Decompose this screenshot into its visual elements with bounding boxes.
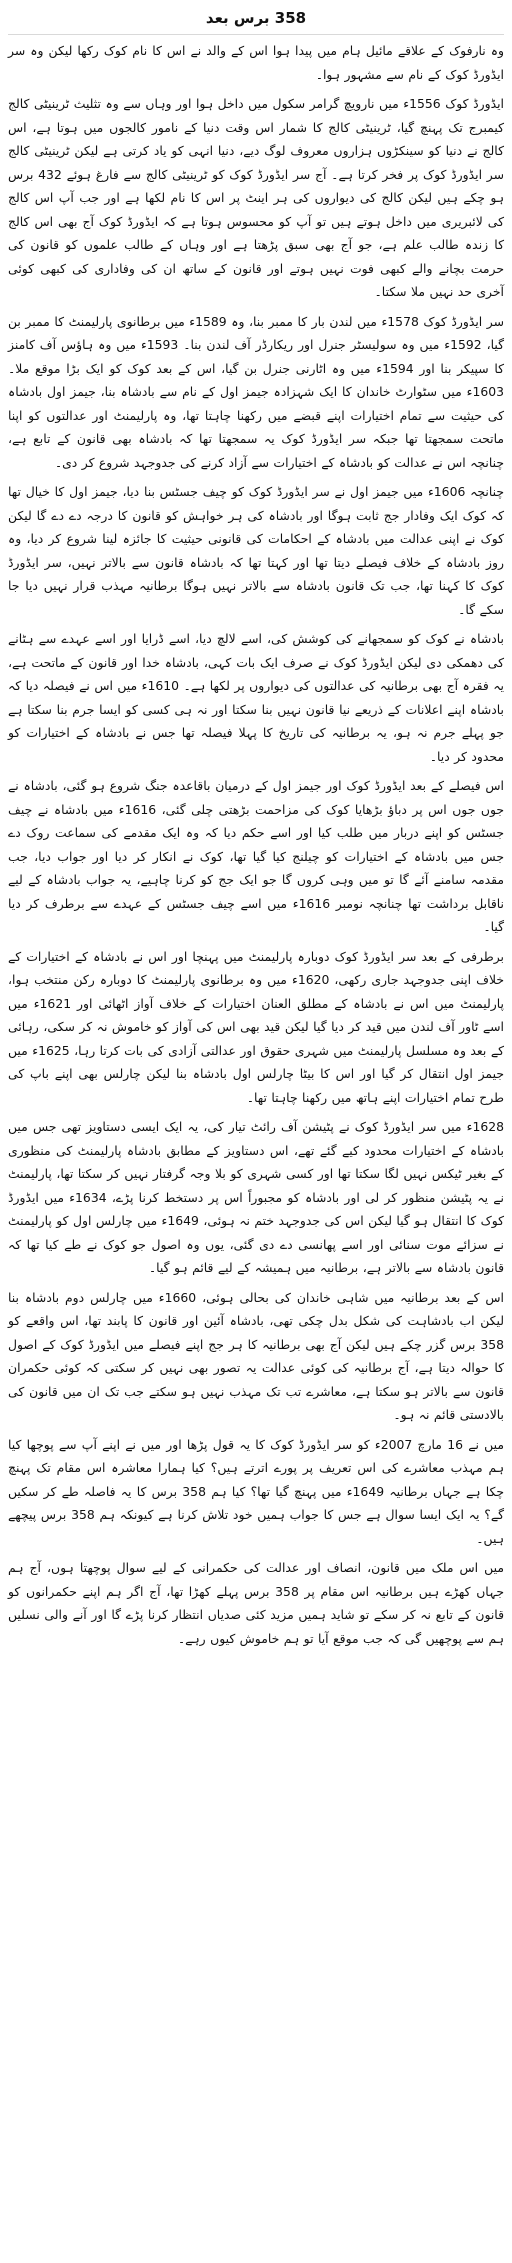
- article-paragraph: بادشاہ نے کوک کو سمجھانے کی کوشش کی، اسے لالچ دیا، اسے ڈرایا اور اسے عہدے سے ہٹانے کی دھمکی دی لیکن ایڈورڈ کوک نے صرف ایک بات کہی، بادشاہ خدا اور قانون کے ماتحت ہے، یہ فقرہ آج بھی برطانیہ کی عدالتوں کی دیواروں پر لکھا ہے۔ 1610ء میں اس نے فیصلہ دیا کہ بادشاہ اپنے اعلانات کے ذریعے نیا قانون نہیں بنا سکتا اور نہ ہی کسی کو ایسا جرم بنا سکتا ہے جو پہلے جرم نہ ہو، یہ برطانیہ کی تاریخ کا پہلا فیصلہ تھا جس نے بادشاہ کے اختیارات کو محدود کر دیا۔: [8, 631, 504, 764]
- article-paragraph: وہ نارفوک کے علاقے مائیل ہام میں پیدا ہوا اس کے والد نے اس کا نام کوک رکھا لیکن وہ سر ایڈورڈ کوک کے نام سے مشہور ہوا۔: [8, 43, 504, 82]
- article-paragraph: اس کے بعد برطانیہ میں شاہی خاندان کی بحالی ہوئی، 1660ء میں چارلس دوم بادشاہ بنا لیکن اب بادشاہت کی شکل بدل چکی تھی، بادشاہ آئین اور قانون کا پابند تھا، اس واقعے کو 358 برس گزر چکے ہیں لیکن آج بھی برطانیہ کا ہر جج اپنے فیصلے میں ایڈورڈ کوک کے اصول کا حوالہ دیتا ہے، آج برطانیہ کی کوئی عدالت یہ تصور بھی نہیں کر سکتی کہ کوئی حکمران قانون سے بالاتر ہو سکتا ہے، معاشرے تب تک مہذب نہیں ہو سکتے جب تک ان میں قانون کی بالادستی قائم نہ ہو۔: [8, 1289, 504, 1422]
- article-paragraph: اس فیصلے کے بعد ایڈورڈ کوک اور جیمز اول کے درمیان باقاعدہ جنگ شروع ہو گئی، بادشاہ نے جوں جوں اس پر دباؤ بڑھایا کوک کی مزاحمت بڑھتی چلی گئی، 1616ء میں بادشاہ نے چیف جسٹس کو اپنے دربار میں طلب کیا اور اسے حکم دیا کہ وہ ایک مقدمے کی سماعت روک دے جس میں بادشاہ کے اختیارات کو چیلنج کیا گیا تھا، کوک نے انکار کر دیا اور جواب دیا، جب مقدمہ سامنے آئے گا تو میں وہی کروں گا جو ایک جج کو کرنا چاہیے، یہ جواب بادشاہ کے لیے ناقابل برداشت تھا چنانچہ نومبر 1616ء میں اسے چیف جسٹس کے عہدے سے برطرف کر دیا گیا۔: [8, 778, 504, 934]
- article-paragraph: 1628ء میں سر ایڈورڈ کوک نے پٹیشن آف رائٹ تیار کی، یہ ایک ایسی دستاویز تھی جس میں بادشاہ کے اختیارات محدود کیے گئے تھے، اس دستاویز کے مطابق بادشاہ پارلیمنٹ کی منظوری کے بغیر ٹیکس نہیں لگا سکتا تھا اور کسی شہری کو بلا وجہ گرفتار نہیں کر سکتا تھا، پارلیمنٹ نے یہ پٹیشن منظور کر لی اور بادشاہ کو مجبوراً اس پر دستخط کرنا پڑے، 1634ء میں ایڈورڈ کوک کا انتقال ہو گیا لیکن اس کی جدوجہد ختم نہ ہوئی، 1649ء میں چارلس اول کو پارلیمنٹ نے سزائے موت سنائی اور اسے پھانسی دے دی گئی، یوں وہ اصول جو کوک نے طے کیا تھا کہ قانون بادشاہ سے بالاتر ہے، برطانیہ میں ہمیشہ کے لیے قائم ہو گیا۔: [8, 1119, 504, 1275]
- article-paragraph: سر ایڈورڈ کوک 1578ء میں لندن بار کا ممبر بنا، وہ 1589ء میں برطانوی پارلیمنٹ کا ممبر بن گیا، 1592ء میں وہ سولیسٹر جنرل اور ریکارڈر آف لندن بنا۔ 1593ء میں وہ ہاؤس آف کامنز کا سپیکر بنا اور 1594ء میں وہ اٹارنی جنرل بن گیا، اس کے بعد کوک کو ایک بڑا موقع ملا۔ 1603ء میں سٹوارٹ خاندان کا ایک شہزادہ جیمز اول کے نام سے بادشاہ بنا، جیمز اول بادشاہ کی حیثیت سے تمام اختیارات اپنے قبضے میں رکھنا چاہتا تھا، وہ پارلیمنٹ اور عدالتوں کو اپنا ماتحت سمجھتا تھا جبکہ سر ایڈورڈ کوک یہ سمجھتا تھا کہ بادشاہ بھی قانون کے تابع ہے، چنانچہ اس نے عدالت کو بادشاہ کے اختیارات سے آزاد کرنے کی جدوجہد شروع کر دی۔: [8, 313, 504, 470]
- article-paragraph: برطرفی کے بعد سر ایڈورڈ کوک دوبارہ پارلیمنٹ میں پہنچا اور اس نے بادشاہ کے اختیارات کے خلاف اپنی جدوجہد جاری رکھی، 1620ء میں وہ برطانوی پارلیمنٹ کا دوبارہ رکن منتخب ہوا، پارلیمنٹ میں اس نے بادشاہ کے مطلق العنان اختیارات کے خلاف آواز اٹھائی اور 1621ء میں اسے ٹاور آف لندن میں قید کر دیا گیا لیکن قید بھی اس کی آواز کو خاموش نہ کر سکی، رہائی کے بعد وہ مسلسل پارلیمنٹ میں شہری حقوق اور عدالتی آزادی کی بات کرتا رہا، 1625ء میں جیمز اول انتقال کر گیا اور اس کا بیٹا چارلس اول بادشاہ بنا لیکن چارلس بھی اپنے باپ کی طرح تمام اختیارات اپنے ہاتھ میں رکھنا چاہتا تھا۔: [8, 948, 504, 1105]
- article-title: 358 برس بعد: [8, 6, 504, 35]
- article-paragraph: میں اس ملک میں قانون، انصاف اور عدالت کی حکمرانی کے لیے سوال پوچھتا ہوں، آج ہم جہاں کھڑے ہیں برطانیہ اس مقام پر 358 برس پہلے کھڑا تھا، آج اگر ہم اپنے حکمرانوں کو قانون کے تابع نہ کر سکے تو شاید ہمیں مزید کئی صدیاں انتظار کرنا پڑے گا اور آنے والی نسلیں ہم سے پوچھیں گی کہ جب موقع آیا تو ہم خاموش کیوں رہے۔: [8, 1560, 504, 1646]
- article-paragraph: ایڈورڈ کوک 1556ء میں نارویچ گرامر سکول میں داخل ہوا اور وہاں سے وہ تثلیث ٹرینیٹی کالج کیمبرج تک پہنچ گیا، ٹرینیٹی کالج کا شمار اس وقت دنیا کے نامور کالجوں میں ہوتا ہے، اس کالج نے دنیا کو سینکڑوں ہزاروں معروف لوگ دیے، دنیا انہی کو یاد کرتی ہے لیکن ٹرینیٹی کالج سر ایڈورڈ کوک پر فخر کرتا ہے۔ آج سر ایڈورڈ کوک کو ٹرینیٹی کالج سے فارغ ہوئے 432 برس ہو چکے ہیں لیکن کالج کی دیواروں کی ہر اینٹ پر اس کا نام لکھا ہے اور جب آپ اس کالج کی لائبریری میں داخل ہوتے ہیں تو آپ کو محسوس ہوتا ہے کہ ایڈورڈ کوک آج بھی اس کالج کا زندہ طالب علم ہے، جو آج بھی سبق پڑھتا ہے اور وہاں کے طالب علموں کو قانون کی حرمت بچانے والے کبھی فوت نہیں ہوتے اور قانون کے ساتھ ان کی وفاداری کی کبھی کوئی آخری حد نہیں ملا سکتا۔: [8, 96, 504, 299]
- article-paragraph: چنانچہ 1606ء میں جیمز اول نے سر ایڈورڈ کوک کو چیف جسٹس بنا دیا، جیمز اول کا خیال تھا کہ کوک ایک وفادار جج ثابت ہوگا اور بادشاہ کی ہر خواہش کو قانون کا درجہ دے دے گا لیکن کوک نے اپنی عدالت میں بادشاہ کے احکامات کی قانونی حیثیت کا جائزہ لینا شروع کر دیا، وہ روز بادشاہ کے خلاف فیصلے دیتا تھا اور کہتا تھا کہ بادشاہ قانون سے بالاتر نہیں، سر ایڈورڈ کوک کا کہنا تھا، جب تک قانون بادشاہ سے بالاتر نہیں ہوگا برطانیہ مہذب قرار نہیں دیا جا سکے گا۔: [8, 484, 504, 617]
- article-paragraph: میں نے 16 مارچ 2007ء کو سر ایڈورڈ کوک کا یہ قول پڑھا اور میں نے اپنے آپ سے پوچھا کیا ہم مہذب معاشرے کی اس تعریف پر پورے اترتے ہیں؟ کیا ہمارا معاشرہ اس مقام تک پہنچ چکا ہے جہاں برطانیہ 1649ء میں پہنچ گیا تھا؟ کیا ہم 358 برس کا یہ فاصلہ طے کر سکیں گے؟ یہ ایک ایسا سوال ہے جس کا جواب ہمیں خود تلاش کرنا ہے کیونکہ ہم 358 برس پیچھے ہیں۔: [8, 1436, 505, 1546]
